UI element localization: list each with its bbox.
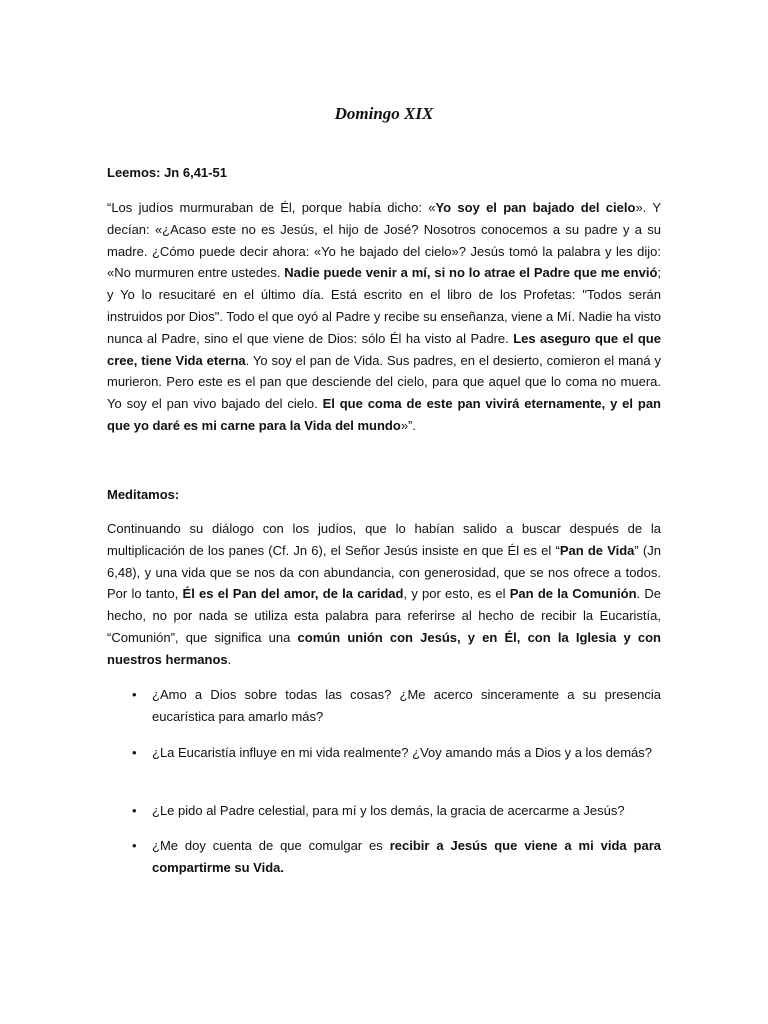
- question-item-4: [107, 835, 661, 879]
- question-text: [152, 745, 652, 760]
- text-run: . De hecho, no por nada se utiliza esta palabra para referirse al hecho de recibir la Eucaristía, “Comunión”, que significa una: [107, 586, 661, 645]
- text-run: ¿Le pido al Padre celestial, para mí y los demás, la gracia de acercarme a Jesús?: [152, 803, 625, 818]
- text-run: »”.: [400, 417, 416, 433]
- text-run: ». Y decían: «¿Acaso este no es Jesús, el hijo de José? Nosotros conocemos a su padre y a su madre. ¿Cómo puede decir ahora: «Yo he bajado del cielo»? Jesús tomó la palabra y les dijo: «No murmuren entre ustedes.: [107, 200, 661, 281]
- reading-paragraph: [107, 197, 661, 437]
- bullet-icon: •: [132, 687, 137, 702]
- bullet-icon: •: [132, 838, 137, 853]
- bold-text-run: Les aseguro que el que cree, tiene Vida eterna: [107, 330, 661, 368]
- question-item-3: [107, 800, 661, 822]
- meditation-paragraph: [107, 518, 661, 671]
- text-run: ¿La Eucaristía influye en mi vida realmente? ¿Voy amando más a Dios y a los demás?: [152, 745, 653, 760]
- question-text: [152, 687, 661, 724]
- bold-text-run: Yo soy el pan bajado del cielo: [435, 200, 636, 215]
- document-title: Domingo XIX: [334, 104, 434, 123]
- bold-text-run: recibir a Jesús que viene a mi vida para compartirme su Vida.: [152, 838, 661, 875]
- text-run: ” (Jn 6,48), y una vida que se nos da con abundancia, con generosidad, que se nos ofrece a todos. Por lo tanto,: [107, 542, 661, 602]
- text-run: ; y Yo lo resucitaré en el último día. Está escrito en el libro de los Profetas: "Todos serán instruidos por Dios". Todo el que oyó al Padre y recibe su enseñanza, viene a Mí. Nadie ha visto nunca al Padre, sino el que viene de Dios: sólo Él ha visto al Padre.: [107, 265, 662, 346]
- text-run: .: [227, 651, 232, 667]
- text-run: Continuando su diálogo con los judíos, que lo habían salido a buscar después de la multiplicación de los panes (Cf. Jn 6), el Señor Jesús insiste en que Él es el “: [107, 521, 661, 558]
- question-text: [152, 803, 625, 818]
- bold-text-run: El que coma de este pan vivirá eternamente, y el pan que yo daré es mi carne para la Vida del mundo: [107, 396, 661, 433]
- reading-heading: Leemos: Jn 6,41-51: [107, 165, 227, 180]
- bullet-icon: •: [132, 803, 137, 818]
- bullet-icon: •: [132, 745, 137, 760]
- text-run: “Los judíos murmuraban de Él, porque había dicho: «: [107, 200, 436, 215]
- meditation-heading: Meditamos:: [107, 487, 180, 502]
- bold-text-run: Nadie puede venir a mí, si no lo atrae el Padre que me envió: [284, 265, 658, 281]
- bold-text-run: Pan de la Comunión: [509, 586, 637, 602]
- question-text: [152, 838, 661, 875]
- bold-text-run: común unión con Jesús, y en Él, con la Iglesia y con nuestros hermanos: [107, 629, 662, 667]
- question-item-2: [107, 742, 661, 764]
- bold-text-run: Pan de Vida: [559, 542, 635, 558]
- text-run: ¿Me doy cuenta de que comulgar es: [152, 838, 390, 853]
- text-run: . Yo soy el pan de Vida. Sus padres, en el desierto, comieron el maná y murieron. Pero este es el pan que desciende del cielo, para que aquel que lo coma no muera. Yo soy el pan vivo bajado del cielo.: [107, 352, 661, 412]
- text-run: ¿Amo a Dios sobre todas las cosas? ¿Me acerco sinceramente a su presencia eucarística para amarlo más?: [152, 687, 661, 724]
- bold-text-run: Él es el Pan del amor, de la caridad: [182, 586, 404, 602]
- question-item-1: [107, 684, 661, 728]
- text-run: , y por esto, es el: [403, 586, 510, 602]
